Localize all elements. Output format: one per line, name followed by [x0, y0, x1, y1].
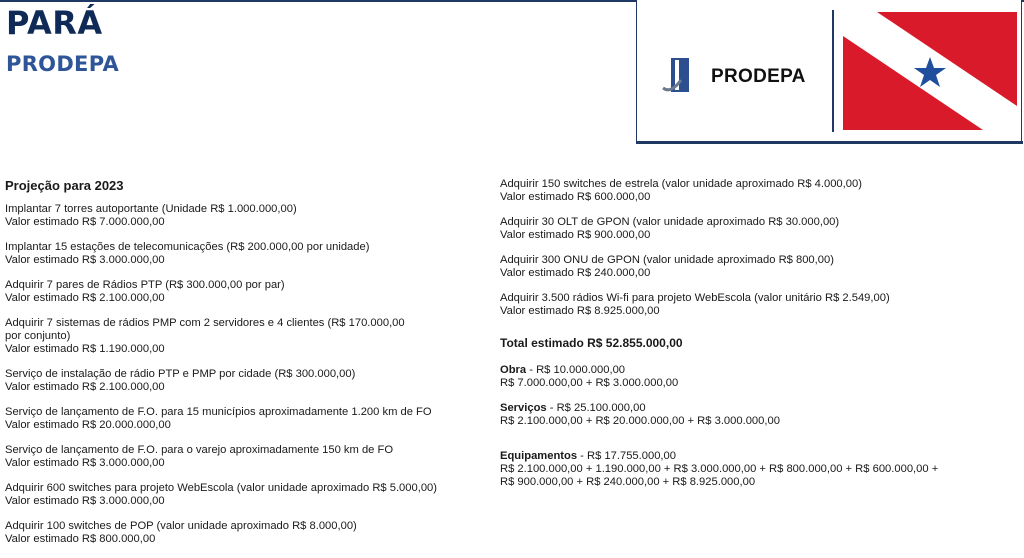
- equipamentos-amount: - R$ 17.755.000,00: [577, 450, 676, 462]
- equipamentos-label: Equipamentos: [500, 450, 578, 462]
- list-item: [5, 279, 475, 305]
- item-description: Adquirir 7 sistemas de rádios PMP com 2 servidores e 4 clientes (R$ 170.000,00: [5, 317, 405, 329]
- list-item: [500, 254, 1020, 280]
- left-column: [5, 178, 475, 558]
- item-value: Valor estimado R$ 2.100.000,00: [5, 292, 165, 304]
- equipamentos-formula: R$ 2.100.000,00 + 1.190.000,00 + R$ 3.000.000,00 + R$ 800.000,00 + R$ 600.000,00 +: [500, 463, 939, 475]
- list-item: [5, 482, 475, 508]
- list-item: [500, 216, 1020, 242]
- logo-divider: [832, 10, 834, 132]
- item-description: Adquirir 100 switches de POP (valor unidade aproximado R$ 8.000,00): [5, 520, 357, 532]
- item-value: Valor estimado R$ 1.190.000,00: [5, 343, 165, 355]
- item-value: Valor estimado R$ 900.000,00: [500, 229, 651, 241]
- item-description: Serviço de lançamento de F.O. para o varejo aproximadamente 150 km de FO: [5, 444, 394, 456]
- list-item: [5, 406, 475, 432]
- item-description: Serviço de lançamento de F.O. para 15 municípios aproximadamente 1.200 km de FO: [5, 406, 432, 418]
- item-description: Serviço de instalação de rádio PTP e PMP por cidade (R$ 300.000,00): [5, 368, 356, 380]
- obra-summary: [500, 364, 1020, 390]
- item-description: Implantar 7 torres autoportante (Unidade R$ 1.000.000,00): [5, 203, 297, 215]
- obra-formula: R$ 7.000.000,00 + R$ 3.000.000,00: [500, 377, 679, 389]
- prodepa-logo-text: PRODEPA: [711, 66, 806, 87]
- item-description: Adquirir 3.500 rádios Wi-fi para projeto WebEscola (valor unitário R$ 2.549,00): [500, 292, 890, 304]
- prodepa-logo-icon: [661, 58, 693, 94]
- logo-panel-bottom-bar: [637, 141, 1023, 144]
- item-description-continued: por conjunto): [5, 330, 71, 342]
- logo-panel: [636, 0, 1022, 144]
- item-value: Valor estimado R$ 3.000.000,00: [5, 254, 165, 266]
- section-heading: Projeção para 2023: [5, 178, 124, 193]
- equipamentos-summary: [500, 450, 1020, 489]
- item-description: Adquirir 150 switches de estrela (valor unidade aproximado R$ 4.000,00): [500, 178, 862, 190]
- obra-label: Obra: [500, 364, 527, 376]
- servicos-formula: R$ 2.100.000,00 + R$ 20.000.000,00 + R$ 3.000.000,00: [500, 415, 780, 427]
- right-column: [500, 178, 1020, 501]
- obra-amount: - R$ 10.000.000,00: [526, 364, 626, 376]
- item-value: Valor estimado R$ 3.000.000,00: [5, 495, 165, 507]
- equipamentos-formula-continued: R$ 900.000,00 + R$ 240.000,00 + R$ 8.925.000,00: [500, 476, 756, 488]
- item-value: Valor estimado R$ 8.925.000,00: [500, 305, 660, 317]
- list-item: [500, 178, 1020, 204]
- list-item: [5, 368, 475, 394]
- list-item: [5, 203, 475, 229]
- total-estimate: Total estimado R$ 52.855.000,00: [500, 336, 683, 350]
- servicos-summary: [500, 402, 1020, 428]
- list-item: [500, 292, 1020, 318]
- list-item: [5, 444, 475, 470]
- org-subtitle: PRODEPA: [6, 52, 120, 76]
- item-description: Adquirir 300 ONU de GPON (valor unidade aproximado R$ 800,00): [500, 254, 834, 266]
- item-description: Adquirir 7 pares de Rádios PTP (R$ 300.000,00 por par): [5, 279, 285, 291]
- list-item: [5, 241, 475, 267]
- list-item: [5, 520, 475, 546]
- item-value: Valor estimado R$ 2.100.000,00: [5, 381, 165, 393]
- item-value: Valor estimado R$ 800.000,00: [5, 533, 156, 545]
- item-value: Valor estimado R$ 7.000.000,00: [5, 216, 165, 228]
- item-description: Implantar 15 estações de telecomunicações (R$ 200.000,00 por unidade): [5, 241, 370, 253]
- item-description: Adquirir 30 OLT de GPON (valor unidade aproximado R$ 30.000,00): [500, 216, 840, 228]
- item-value: Valor estimado R$ 3.000.000,00: [5, 457, 165, 469]
- servicos-amount: - R$ 25.100.000,00: [546, 402, 646, 414]
- servicos-label: Serviços: [500, 402, 547, 414]
- state-title: PARÁ: [6, 4, 103, 42]
- list-item: [5, 317, 475, 356]
- item-value: Valor estimado R$ 600.000,00: [500, 191, 651, 203]
- item-value: Valor estimado R$ 240.000,00: [500, 267, 651, 279]
- item-value: Valor estimado R$ 20.000.000,00: [5, 419, 171, 431]
- para-flag-icon: [843, 12, 1017, 130]
- item-description: Adquirir 600 switches para projeto WebEscola (valor unidade aproximado R$ 5.000,00): [5, 482, 437, 494]
